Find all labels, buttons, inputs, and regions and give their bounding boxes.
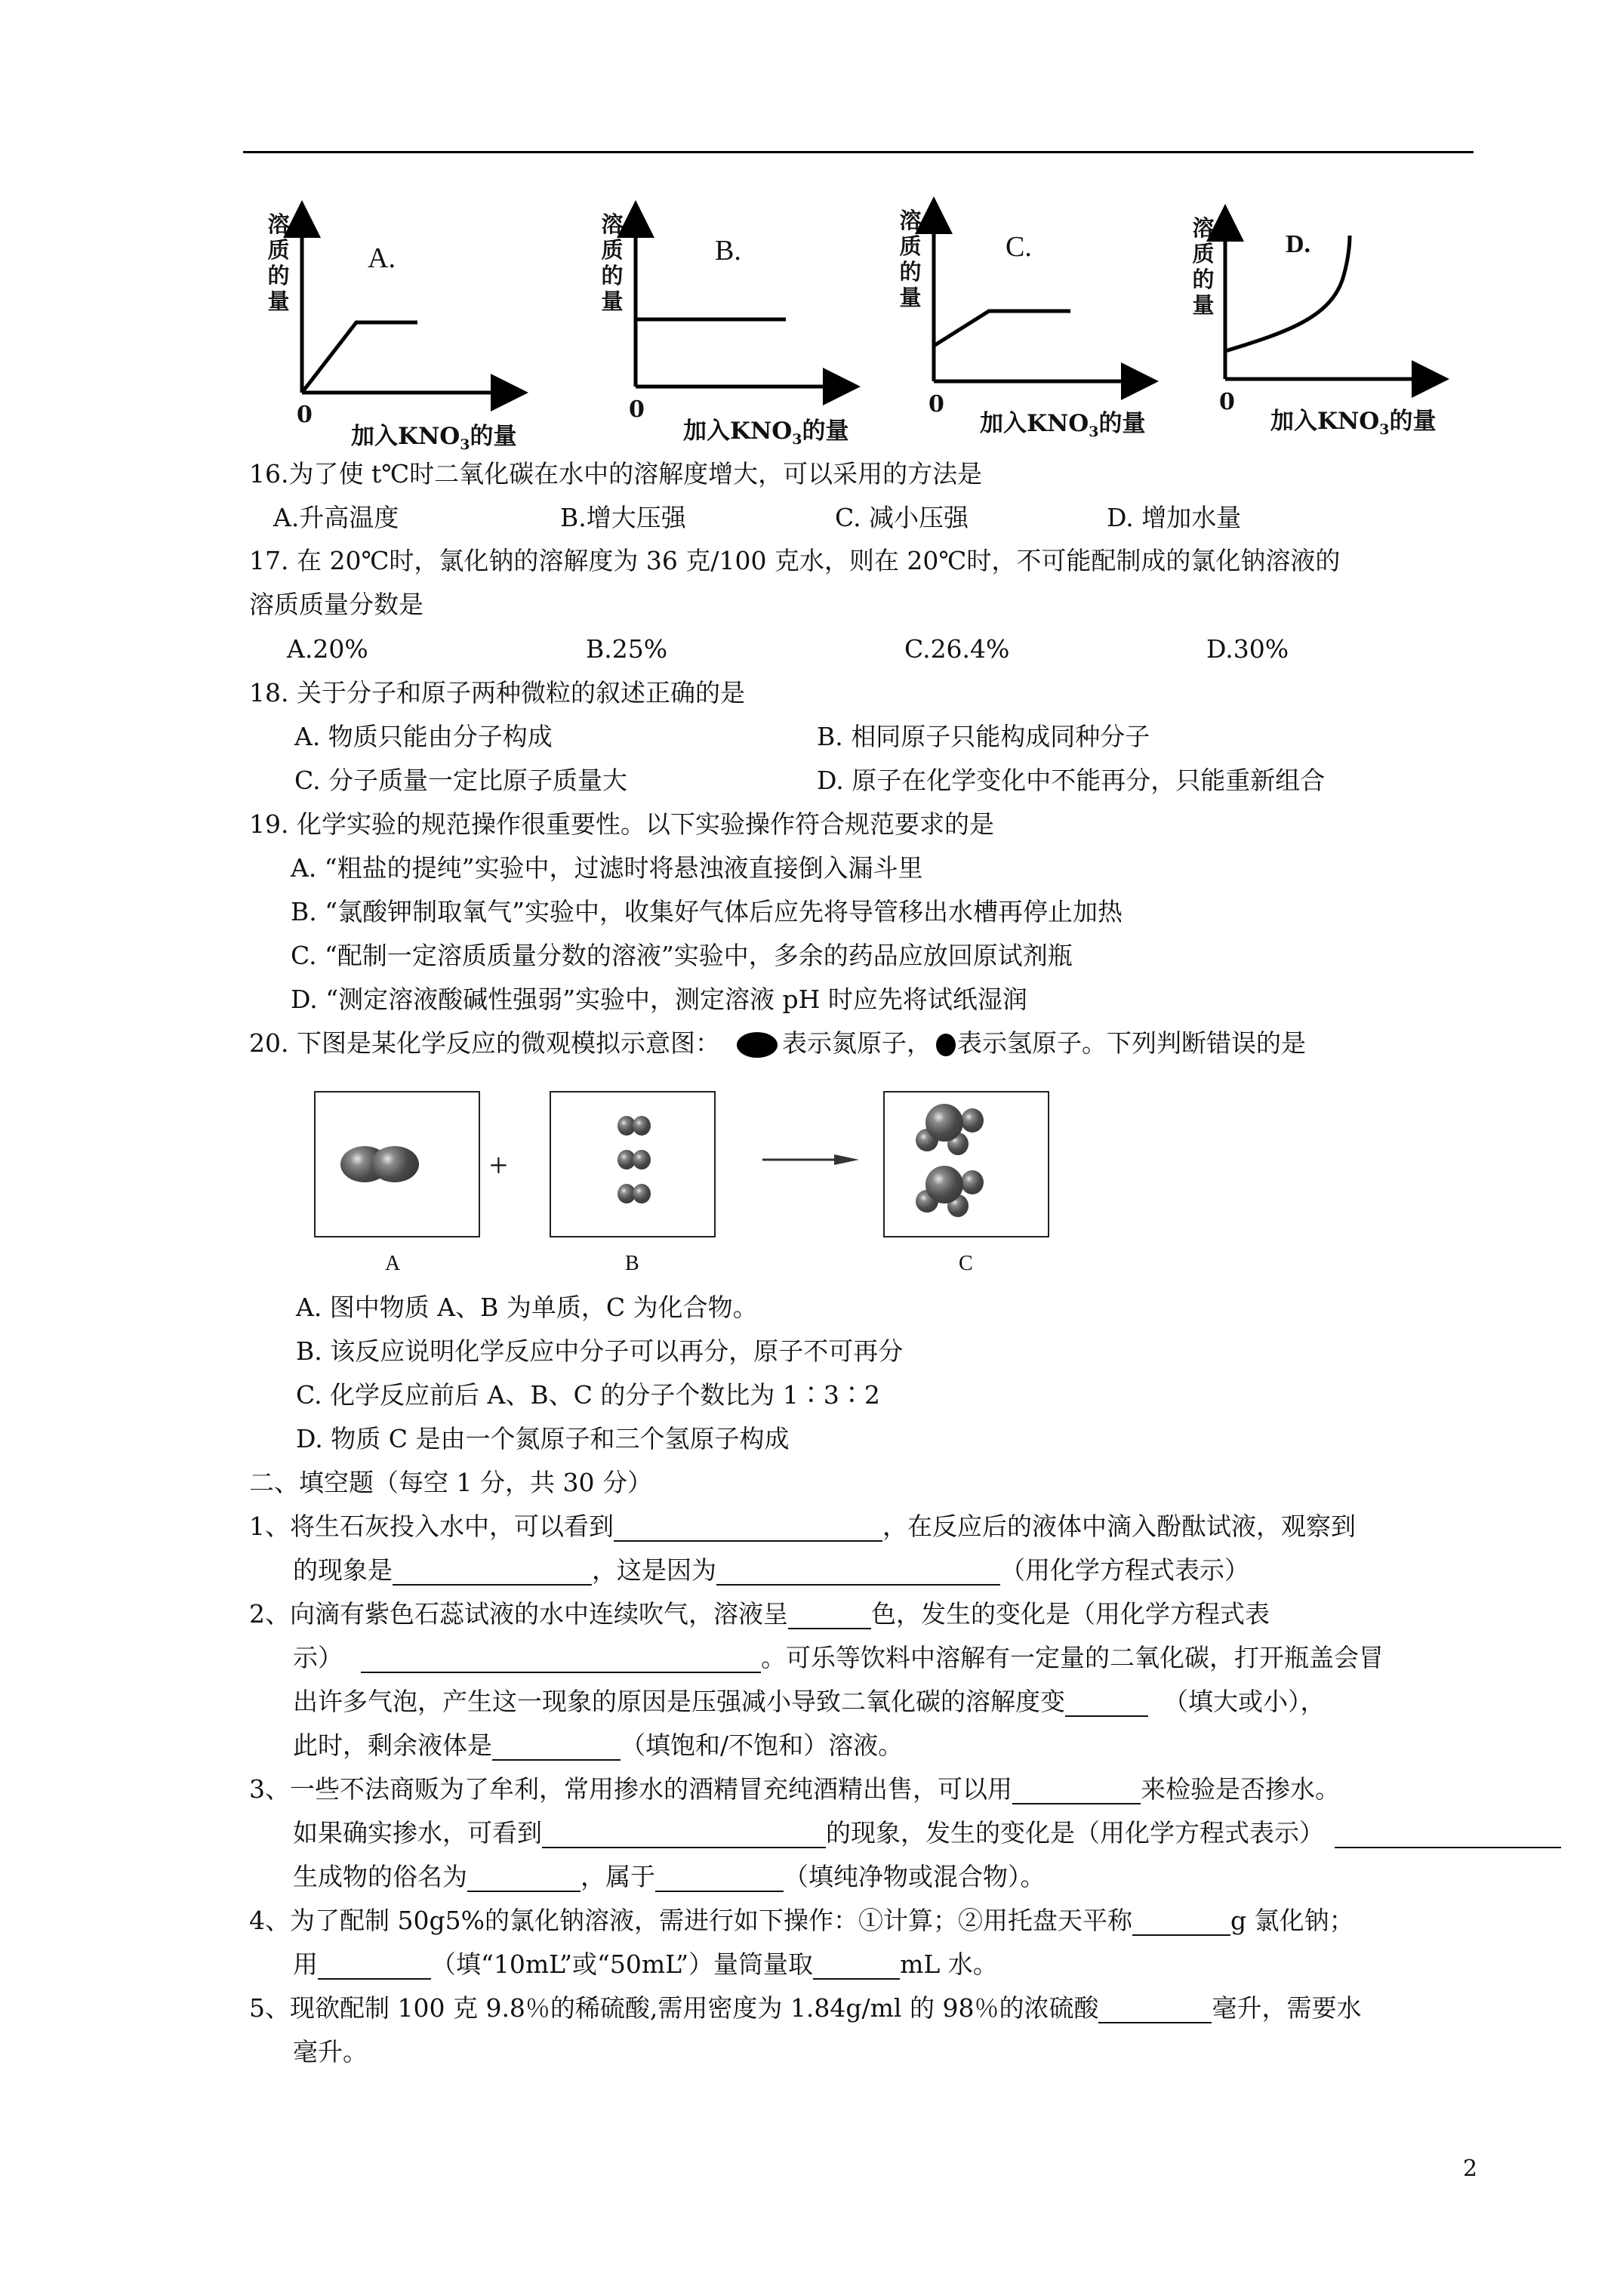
fill1-blank-1[interactable] bbox=[614, 1515, 882, 1542]
q18-option-a: A. 物质只能由分子构成 bbox=[294, 722, 553, 751]
origin-label: 0 bbox=[1219, 389, 1235, 415]
fill3-text-d: 的现象，发生的变化是（用化学方程式表示） bbox=[826, 1818, 1324, 1848]
hydrogen-atom-icon bbox=[936, 1034, 956, 1056]
fill3-text-g: （填纯净物或混合物）。 bbox=[784, 1862, 1046, 1891]
fill2-text-e: 出许多气泡，产生这一现象的原因是压强减小导致二氧化碳的溶解度变 bbox=[293, 1687, 1065, 1716]
page-number: 2 bbox=[1463, 2156, 1478, 2182]
q17-option-d: D.30% bbox=[1206, 634, 1289, 664]
q18-option-d: D. 原子在化学变化中不能再分，只能重新组合 bbox=[817, 766, 1326, 795]
q18-option-c: C. 分子质量一定比原子质量大 bbox=[294, 766, 628, 795]
graph-a bbox=[268, 204, 570, 453]
origin-label: 0 bbox=[929, 391, 944, 418]
fill4-line1 bbox=[249, 1906, 1354, 1936]
nitrogen-atom bbox=[925, 1166, 963, 1203]
hydrogen-atom bbox=[633, 1184, 651, 1203]
fill4-text-d: （填“10mL”或“50mL”）量筒量取 bbox=[431, 1949, 814, 1979]
nitrogen-atom bbox=[371, 1146, 419, 1182]
fill3-blank-4[interactable] bbox=[467, 1865, 581, 1892]
nitrogen-atom bbox=[925, 1104, 963, 1142]
graph-label: B. bbox=[715, 235, 741, 267]
x-axis-label: 加入$KNO_3$的量 bbox=[351, 423, 517, 454]
fill5-line2: 毫升。 bbox=[293, 2037, 368, 2066]
fill5-line1 bbox=[249, 1993, 1361, 2023]
x-axis-label: 加入$KNO_3$的量 bbox=[1270, 408, 1437, 439]
fill2-text-c: 示） bbox=[293, 1643, 343, 1672]
nitrogen-atom-icon bbox=[737, 1032, 778, 1058]
q20-stem bbox=[249, 1028, 1306, 1059]
y-axis-label: 溶 质 的 量 bbox=[601, 211, 624, 314]
fill2-line1 bbox=[249, 1599, 1270, 1629]
q19-option-c: C. “配制一定溶质质量分数的溶液”实验中，多余的药品应放回原试剂瓶 bbox=[291, 941, 1073, 970]
fill2-blank-1[interactable] bbox=[788, 1602, 871, 1629]
fill4-blank-3[interactable] bbox=[813, 1952, 900, 1980]
q19-stem: 19. 化学实验的规范操作很重要性。以下实验操作符合规范要求的是 bbox=[249, 809, 994, 839]
fill1-text-b: ，在反应后的液体中滴入酚酞试液，观察到 bbox=[882, 1512, 1356, 1541]
q19-option-a: A. “粗盐的提纯”实验中，过滤时将悬浊液直接倒入漏斗里 bbox=[291, 853, 923, 883]
q16-option-b: B.增大压强 bbox=[560, 503, 686, 532]
fill1-text-d: ，这是因为 bbox=[592, 1555, 716, 1585]
x-axis-label: 加入$KNO_3$的量 bbox=[683, 418, 849, 448]
fill2-text-f: （填大或小）， bbox=[1163, 1687, 1326, 1716]
fill2-line2 bbox=[293, 1643, 1384, 1673]
fill3-line3 bbox=[293, 1862, 1046, 1892]
label-a: A bbox=[385, 1252, 401, 1275]
graph-d bbox=[1181, 204, 1483, 453]
label-c: C bbox=[959, 1252, 973, 1275]
fill3-blank-3[interactable] bbox=[1335, 1821, 1561, 1848]
q16-option-d: D. 增加水量 bbox=[1107, 503, 1242, 532]
curve bbox=[934, 311, 1070, 346]
fill3-line2 bbox=[293, 1818, 1623, 1848]
q18-option-b: B. 相同原子只能构成同种分子 bbox=[817, 722, 1150, 751]
fill3-text-a: 3、一些不法商贩为了牟利，常用掺水的酒精冒充纯酒精出售，可以用 bbox=[249, 1774, 1012, 1804]
plus-sign: + bbox=[489, 1147, 508, 1184]
q16-option-a: A.升高温度 bbox=[273, 503, 399, 532]
q17-stem-line1: 17. 在 20℃时，氯化钠的溶解度为 36 克/100 克水，则在 20℃时，不可能配制成的氯化钠溶液的 bbox=[249, 546, 1341, 575]
fill2-text-g: 此时，剩余液体是 bbox=[293, 1730, 492, 1760]
fill4-text-b: g 氯化钠； bbox=[1230, 1906, 1354, 1935]
y-axis-label: 溶 质 的 量 bbox=[267, 211, 290, 314]
origin-label: 0 bbox=[297, 402, 313, 428]
fill2-text-b: 色，发生的变化是（用化学方程式表 bbox=[871, 1599, 1270, 1629]
q18-stem: 18. 关于分子和原子两种微粒的叙述正确的是 bbox=[249, 678, 745, 707]
fill4-text-e: mL 水。 bbox=[900, 1949, 998, 1979]
fill3-blank-2[interactable] bbox=[542, 1821, 826, 1848]
fill2-line4 bbox=[293, 1730, 903, 1761]
q16-option-c: C. 减小压强 bbox=[835, 503, 969, 532]
fill4-blank-1[interactable] bbox=[1132, 1909, 1230, 1936]
fill4-line2 bbox=[293, 1949, 998, 1980]
fill2-text-h: （填饱和/不饱和）溶液。 bbox=[621, 1730, 904, 1760]
q20-option-a: A. 图中物质 A、B 为单质，C 为化合物。 bbox=[296, 1293, 758, 1322]
hydrogen-atom bbox=[961, 1108, 984, 1133]
fill4-text-a: 4、为了配制 50g5%的氯化钠溶液，需进行如下操作：①计算；②用托盘天平称 bbox=[249, 1906, 1132, 1935]
q19-option-b: B. “氯酸钾制取氧气”实验中，收集好气体后应先将导管移出水槽再停止加热 bbox=[291, 897, 1123, 926]
fill2-blank-3[interactable] bbox=[1065, 1690, 1148, 1717]
fill3-text-e: 生成物的俗名为 bbox=[293, 1862, 467, 1891]
origin-label: 0 bbox=[629, 396, 645, 423]
q17-option-b: B.25% bbox=[586, 634, 668, 664]
fill1-blank-2[interactable] bbox=[393, 1558, 592, 1586]
graph-a-plot bbox=[268, 204, 570, 453]
graph-b bbox=[600, 204, 902, 453]
fill1-text-c: 的现象是 bbox=[293, 1555, 393, 1585]
fill2-text-d: 。可乐等饮料中溶解有一定量的二氧化碳，打开瓶盖会冒 bbox=[761, 1643, 1384, 1672]
graph-c bbox=[891, 204, 1193, 453]
q20-stem-text: 20. 下图是某化学反应的微观模拟示意图： bbox=[249, 1028, 720, 1058]
fill2-text-a: 2、向滴有紫色石蕊试液的水中连续吹气，溶液呈 bbox=[249, 1599, 788, 1629]
section2-title: 二、填空题（每空 1 分，共 30 分） bbox=[249, 1468, 652, 1497]
fill1-line1 bbox=[249, 1512, 1356, 1542]
q16-stem: 16.为了使 t℃时二氧化碳在水中的溶解度增大，可以采用的方法是 bbox=[249, 459, 983, 488]
x-axis-label: 加入$KNO_3$的量 bbox=[980, 410, 1146, 441]
reaction-diagram bbox=[310, 1080, 1095, 1284]
fill3-blank-1[interactable] bbox=[1012, 1777, 1141, 1804]
fill3-line1 bbox=[249, 1774, 1340, 1804]
fill3-text-b: 来检验是否掺水。 bbox=[1141, 1774, 1340, 1804]
fill2-line3 bbox=[293, 1687, 1326, 1717]
fill5-text-a: 5、现欲配制 100 克 9.8％的稀硫酸,需用密度为 1.84g/ml 的 98％的浓硫酸 bbox=[249, 1993, 1099, 2023]
hydrogen-atom bbox=[633, 1116, 651, 1136]
fill1-text-a: 1、将生石灰投入水中，可以看到 bbox=[249, 1512, 614, 1541]
fill4-text-c: 用 bbox=[293, 1949, 318, 1979]
fill1-line2 bbox=[293, 1555, 1249, 1586]
q17-option-a: A.20% bbox=[287, 634, 368, 664]
y-axis-label: 溶 质 的 量 bbox=[899, 208, 922, 310]
fill5-blank-1[interactable] bbox=[1098, 1996, 1212, 2023]
reaction-arrow bbox=[762, 1152, 861, 1167]
fill3-text-f: ，属于 bbox=[581, 1862, 655, 1891]
header-rule bbox=[243, 151, 1474, 153]
fill2-blank-4[interactable] bbox=[492, 1734, 621, 1761]
legend-hydrogen-text: 表示氢原子。下列判断错误的是 bbox=[956, 1028, 1306, 1058]
q17-stem-line2: 溶质质量分数是 bbox=[249, 590, 423, 619]
y-axis-label: 溶 质 的 量 bbox=[1192, 215, 1215, 318]
fill3-blank-5[interactable] bbox=[655, 1865, 784, 1892]
legend-nitrogen-text: 表示氮原子， bbox=[781, 1028, 932, 1058]
graph-label: A. bbox=[368, 242, 396, 274]
fill3-text-c: 如果确实掺水，可看到 bbox=[293, 1818, 542, 1848]
hydrogen-atom bbox=[961, 1170, 984, 1194]
fill1-blank-3[interactable] bbox=[716, 1558, 1000, 1586]
q19-option-d: D. “测定溶液酸碱性强弱”实验中，测定溶液 pH 时应先将试纸湿润 bbox=[291, 985, 1027, 1014]
q20-option-b: B. 该反应说明化学反应中分子可以再分，原子不可再分 bbox=[296, 1336, 904, 1366]
fill4-blank-2[interactable] bbox=[318, 1952, 431, 1980]
q20-option-d: D. 物质 C 是由一个氮原子和三个氢原子构成 bbox=[296, 1424, 790, 1453]
curve bbox=[302, 322, 417, 393]
graph-label: C. bbox=[1006, 231, 1032, 263]
fill5-text-b: 毫升，需要水 bbox=[1212, 1993, 1362, 2023]
hydrogen-atom bbox=[633, 1150, 651, 1170]
graph-label: D. bbox=[1286, 230, 1311, 258]
fill2-blank-2[interactable] bbox=[361, 1646, 761, 1673]
q20-option-c: C. 化学反应前后 A、B、C 的分子个数比为 1∶3∶2 bbox=[296, 1380, 880, 1410]
q17-option-c: C.26.4% bbox=[904, 634, 1010, 664]
label-b: B bbox=[625, 1252, 639, 1275]
fill1-text-e: （用化学方程式表示） bbox=[1000, 1555, 1249, 1585]
